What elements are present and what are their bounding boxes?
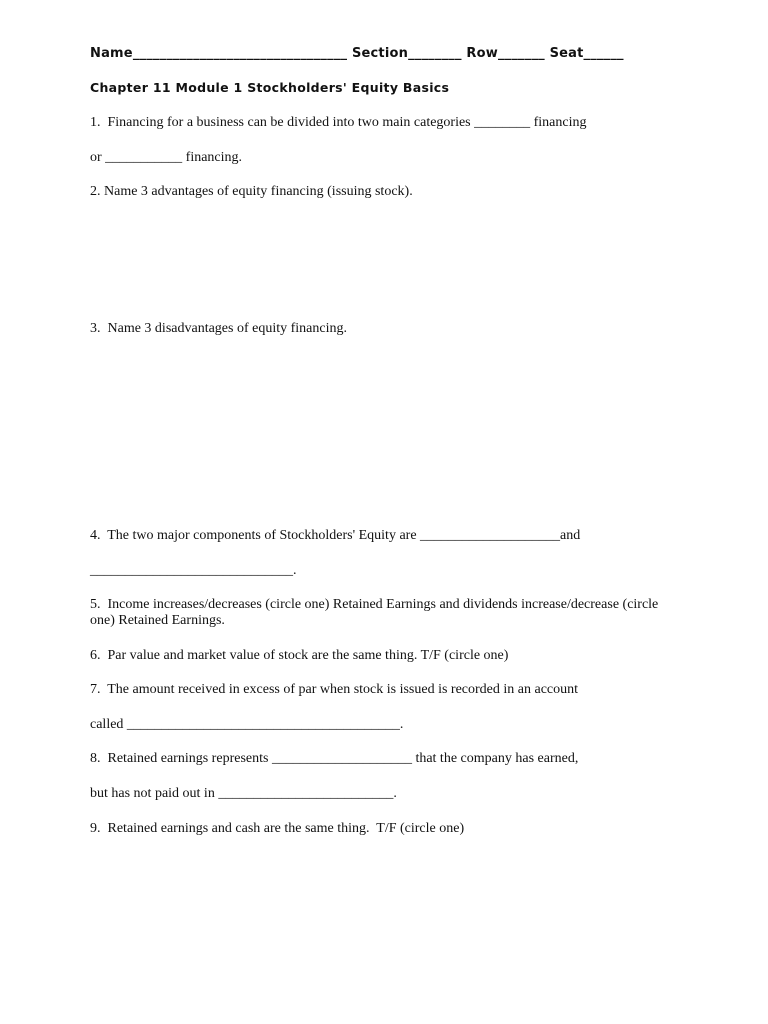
question-2: 2. Name 3 advantages of equity financing (issuing stock). bbox=[90, 184, 413, 199]
question-8-line-2: but has not paid out in _________________________. bbox=[90, 786, 397, 801]
question-1-line-2: or ___________ financing. bbox=[90, 150, 243, 165]
question-4-line-1: 4. The two major components of Stockholders' Equity are ____________________and bbox=[90, 528, 581, 543]
question-7-line-2: called _______________________________________. bbox=[90, 717, 404, 732]
question-1-line-1: 1. Financing for a business can be divided into two main categories ________ financing bbox=[90, 115, 587, 130]
question-8-line-1: 8. Retained earnings represents ____________________ that the company has earned, bbox=[90, 751, 579, 766]
question-9: 9. Retained earnings and cash are the same thing. T/F (circle one) bbox=[90, 821, 465, 836]
question-3: 3. Name 3 disadvantages of equity financing. bbox=[90, 321, 347, 336]
question-6: 6. Par value and market value of stock are the same thing. T/F (circle one) bbox=[90, 648, 509, 663]
question-4-line-2: _____________________________. bbox=[90, 563, 297, 578]
student-info-line: Name________________________________ Section________ Row_______ Seat______ bbox=[90, 46, 624, 61]
question-5: 5. Income increases/decreases (circle one) Retained Earnings and dividends increase/decrease (circle one) Retained Earnings. bbox=[90, 597, 662, 628]
worksheet-title: Chapter 11 Module 1 Stockholders' Equity Basics bbox=[90, 80, 450, 95]
question-7-line-1: 7. The amount received in excess of par when stock is issued is recorded in an account bbox=[90, 682, 579, 697]
